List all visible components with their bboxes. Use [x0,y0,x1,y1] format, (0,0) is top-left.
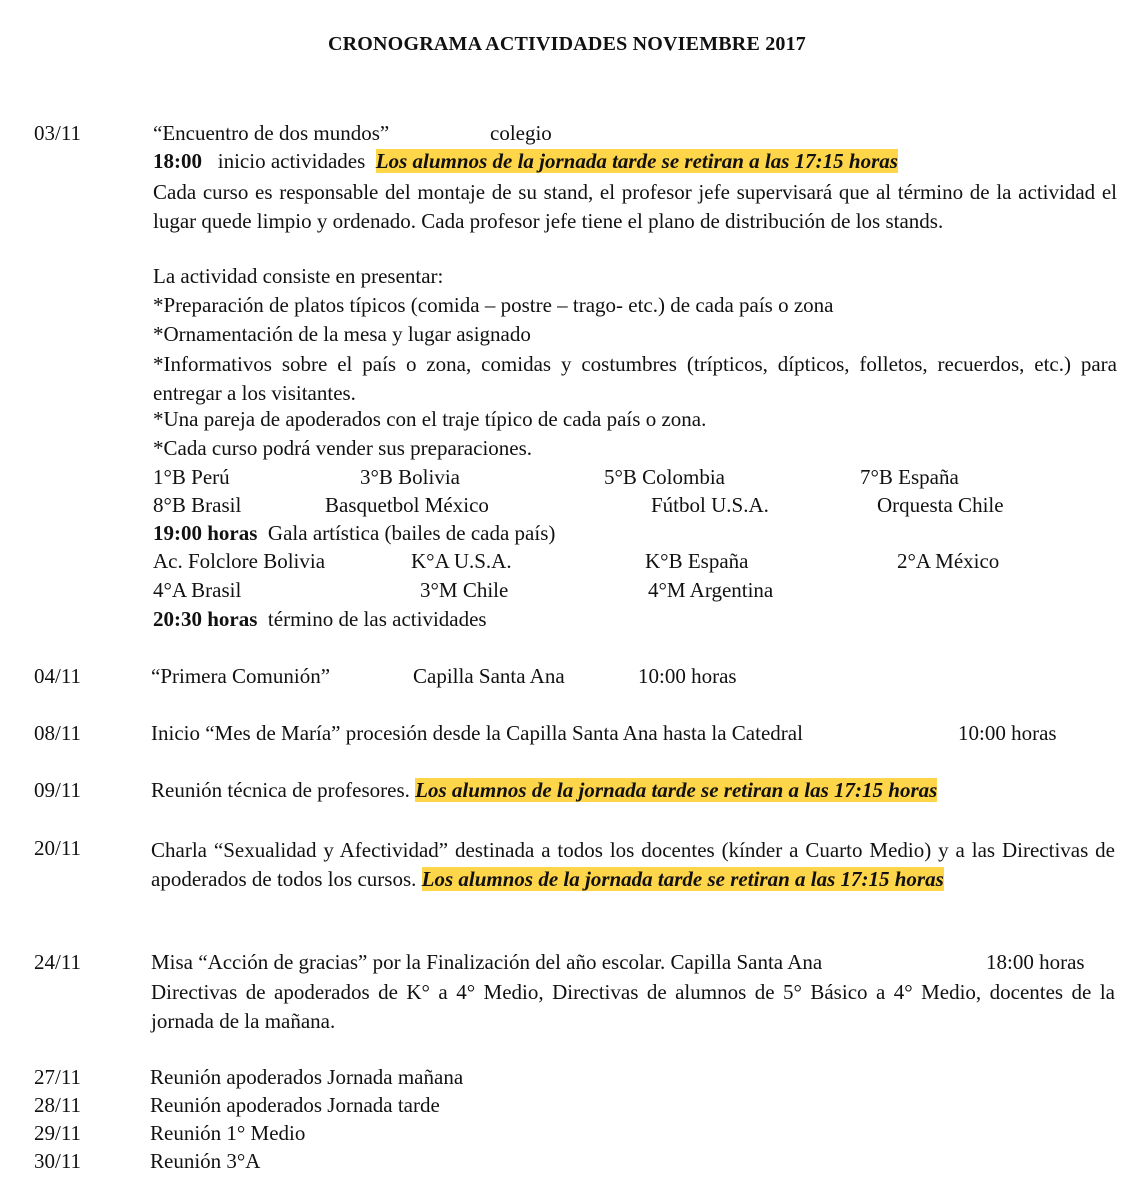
event-place: Capilla Santa Ana [413,664,565,688]
event-text: Misa “Acción de gracias” por la Finalización del año escolar. Capilla Santa Ana [151,950,823,974]
activity-item: *Una pareja de apoderados con el traje típico de cada país o zona. [153,407,707,431]
gala-text: Gala artística (bailes de cada país) [267,521,556,545]
gala-entry: Ac. Folclore Bolivia [153,549,326,573]
event-time: 10:00 horas [958,721,1057,745]
event-text: Inicio “Mes de María” procesión desde la Capilla Santa Ana hasta la Catedral [151,721,803,745]
meeting-text: Reunión 1° Medio [150,1121,306,1145]
event-paragraph [151,836,1115,894]
stand-entry: Fútbol U.S.A. [651,493,769,517]
gala-entry: K°A U.S.A. [411,549,512,573]
stand-entry: 5°B Colombia [604,465,725,489]
dismissal-notice: Los alumnos de la jornada tarde se retiran a las 17:15 horas [375,149,898,173]
event-time: 18:00 horas [986,950,1085,974]
meeting-date: 27/11 [34,1065,82,1089]
stand-entry: 1°B Perú [153,465,230,489]
dismissal-notice: Los alumnos de la jornada tarde se retiran a las 17:15 horas [415,778,938,802]
meeting-date: 28/11 [34,1093,82,1117]
activity-intro: La actividad consiste en presentar: [153,264,444,288]
gala-entry: K°B España [645,549,749,573]
gala-entry: 4°A Brasil [153,578,242,602]
meeting-text: Reunión apoderados Jornada tarde [150,1093,440,1117]
start-time: 18:00 [153,149,202,173]
stand-responsibility-paragraph: Cada curso es responsable del montaje de su stand, el profesor jefe supervisará que al término de la actividad el lugar quede limpio y ordenado. Cada profesor jefe tiene el plano de distribución de los stands. [153,180,1117,233]
stand-entry: Basquetbol México [325,493,489,517]
stand-entry: 8°B Brasil [153,493,242,517]
meeting-text: Reunión apoderados Jornada mañana [150,1065,464,1089]
gala-entry: 2°A México [897,549,1000,573]
activity-item: *Informativos sobre el país o zona, comidas y costumbres (trípticos, dípticos, folletos, recuerdos, etc.) para entregar a los visitantes. [153,352,1117,405]
page-title: CRONOGRAMA ACTIVIDADES NOVIEMBRE 2017 [328,33,806,55]
start-line [153,149,898,174]
meeting-text: Reunión 3°A [150,1149,261,1173]
dismissal-notice: Los alumnos de la jornada tarde se retiran a las 17:15 horas [421,867,944,891]
gala-entry: 3°M Chile [420,578,509,602]
event-text: Charla “Sexualidad y Afectividad” destinada a todos los docentes (kínder a Cuarto Medio) y a las Directivas de apoderados de todos los cursos. [151,838,1115,891]
end-text: término de las actividades [267,607,487,631]
stand-entry: Orquesta Chile [877,493,1004,517]
end-line [153,607,487,632]
stand-entry: 7°B España [860,465,959,489]
stand-entry: 3°B Bolivia [360,465,460,489]
meeting-date: 30/11 [34,1149,82,1173]
activity-item: *Cada curso podrá vender sus preparaciones. [153,436,533,460]
event-attendees: Directivas de apoderados de K° a 4° Medio, Directivas de alumnos de 5° Básico a 4° Medio, docentes de la jornada de la mañana. [151,980,1115,1033]
event-date: 04/11 [34,664,82,688]
start-text: inicio actividades [217,149,366,173]
event-date: 08/11 [34,721,82,745]
event-place: colegio [490,121,552,145]
meeting-date: 29/11 [34,1121,82,1145]
event-line [151,778,937,803]
end-time: 20:30 horas [153,607,258,631]
event-date: 20/11 [34,836,82,860]
activity-item: *Preparación de platos típicos (comida – postre – trago- etc.) de cada país o zona [153,293,834,317]
event-date: 03/11 [34,121,82,145]
gala-line [153,521,555,546]
activity-item: *Ornamentación de la mesa y lugar asignado [153,322,531,346]
gala-entry: 4°M Argentina [648,578,774,602]
event-date: 09/11 [34,778,82,802]
event-text: Reunión técnica de profesores. [151,778,410,802]
event-name: “Encuentro de dos mundos” [153,121,390,145]
event-name: “Primera Comunión” [151,664,331,688]
gala-time: 19:00 horas [153,521,258,545]
event-date: 24/11 [34,950,82,974]
event-time: 10:00 horas [638,664,737,688]
